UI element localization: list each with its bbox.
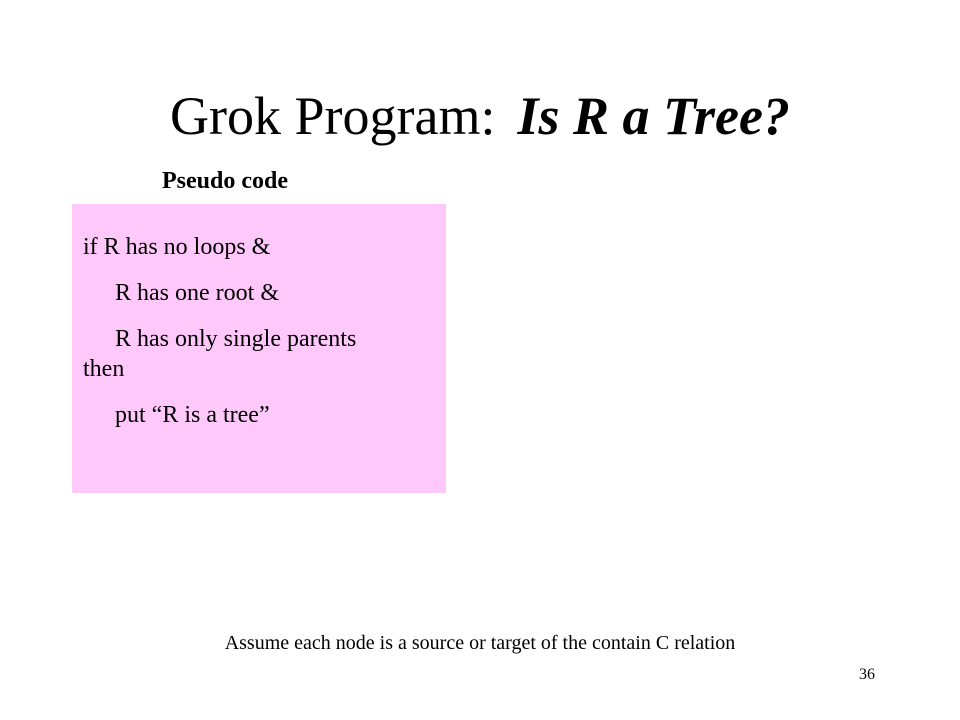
title-main: Grok Program: bbox=[170, 86, 496, 146]
code-line-if: if R has no loops & bbox=[83, 234, 271, 260]
footnote: Assume each node is a source or target of the contain C relation bbox=[224, 632, 736, 654]
pseudo-code-heading: Pseudo code bbox=[162, 168, 288, 194]
code-line-root: R has one root & bbox=[115, 280, 279, 306]
page-number: 36 bbox=[859, 666, 875, 683]
slide-title bbox=[0, 83, 960, 149]
code-line-then: then bbox=[83, 356, 125, 382]
title-emphasis: Is R a Tree? bbox=[517, 86, 790, 146]
code-line-parents: R has only single parents bbox=[115, 326, 357, 352]
pseudo-code-box bbox=[72, 204, 446, 493]
code-line-put: put “R is a tree” bbox=[115, 402, 270, 428]
